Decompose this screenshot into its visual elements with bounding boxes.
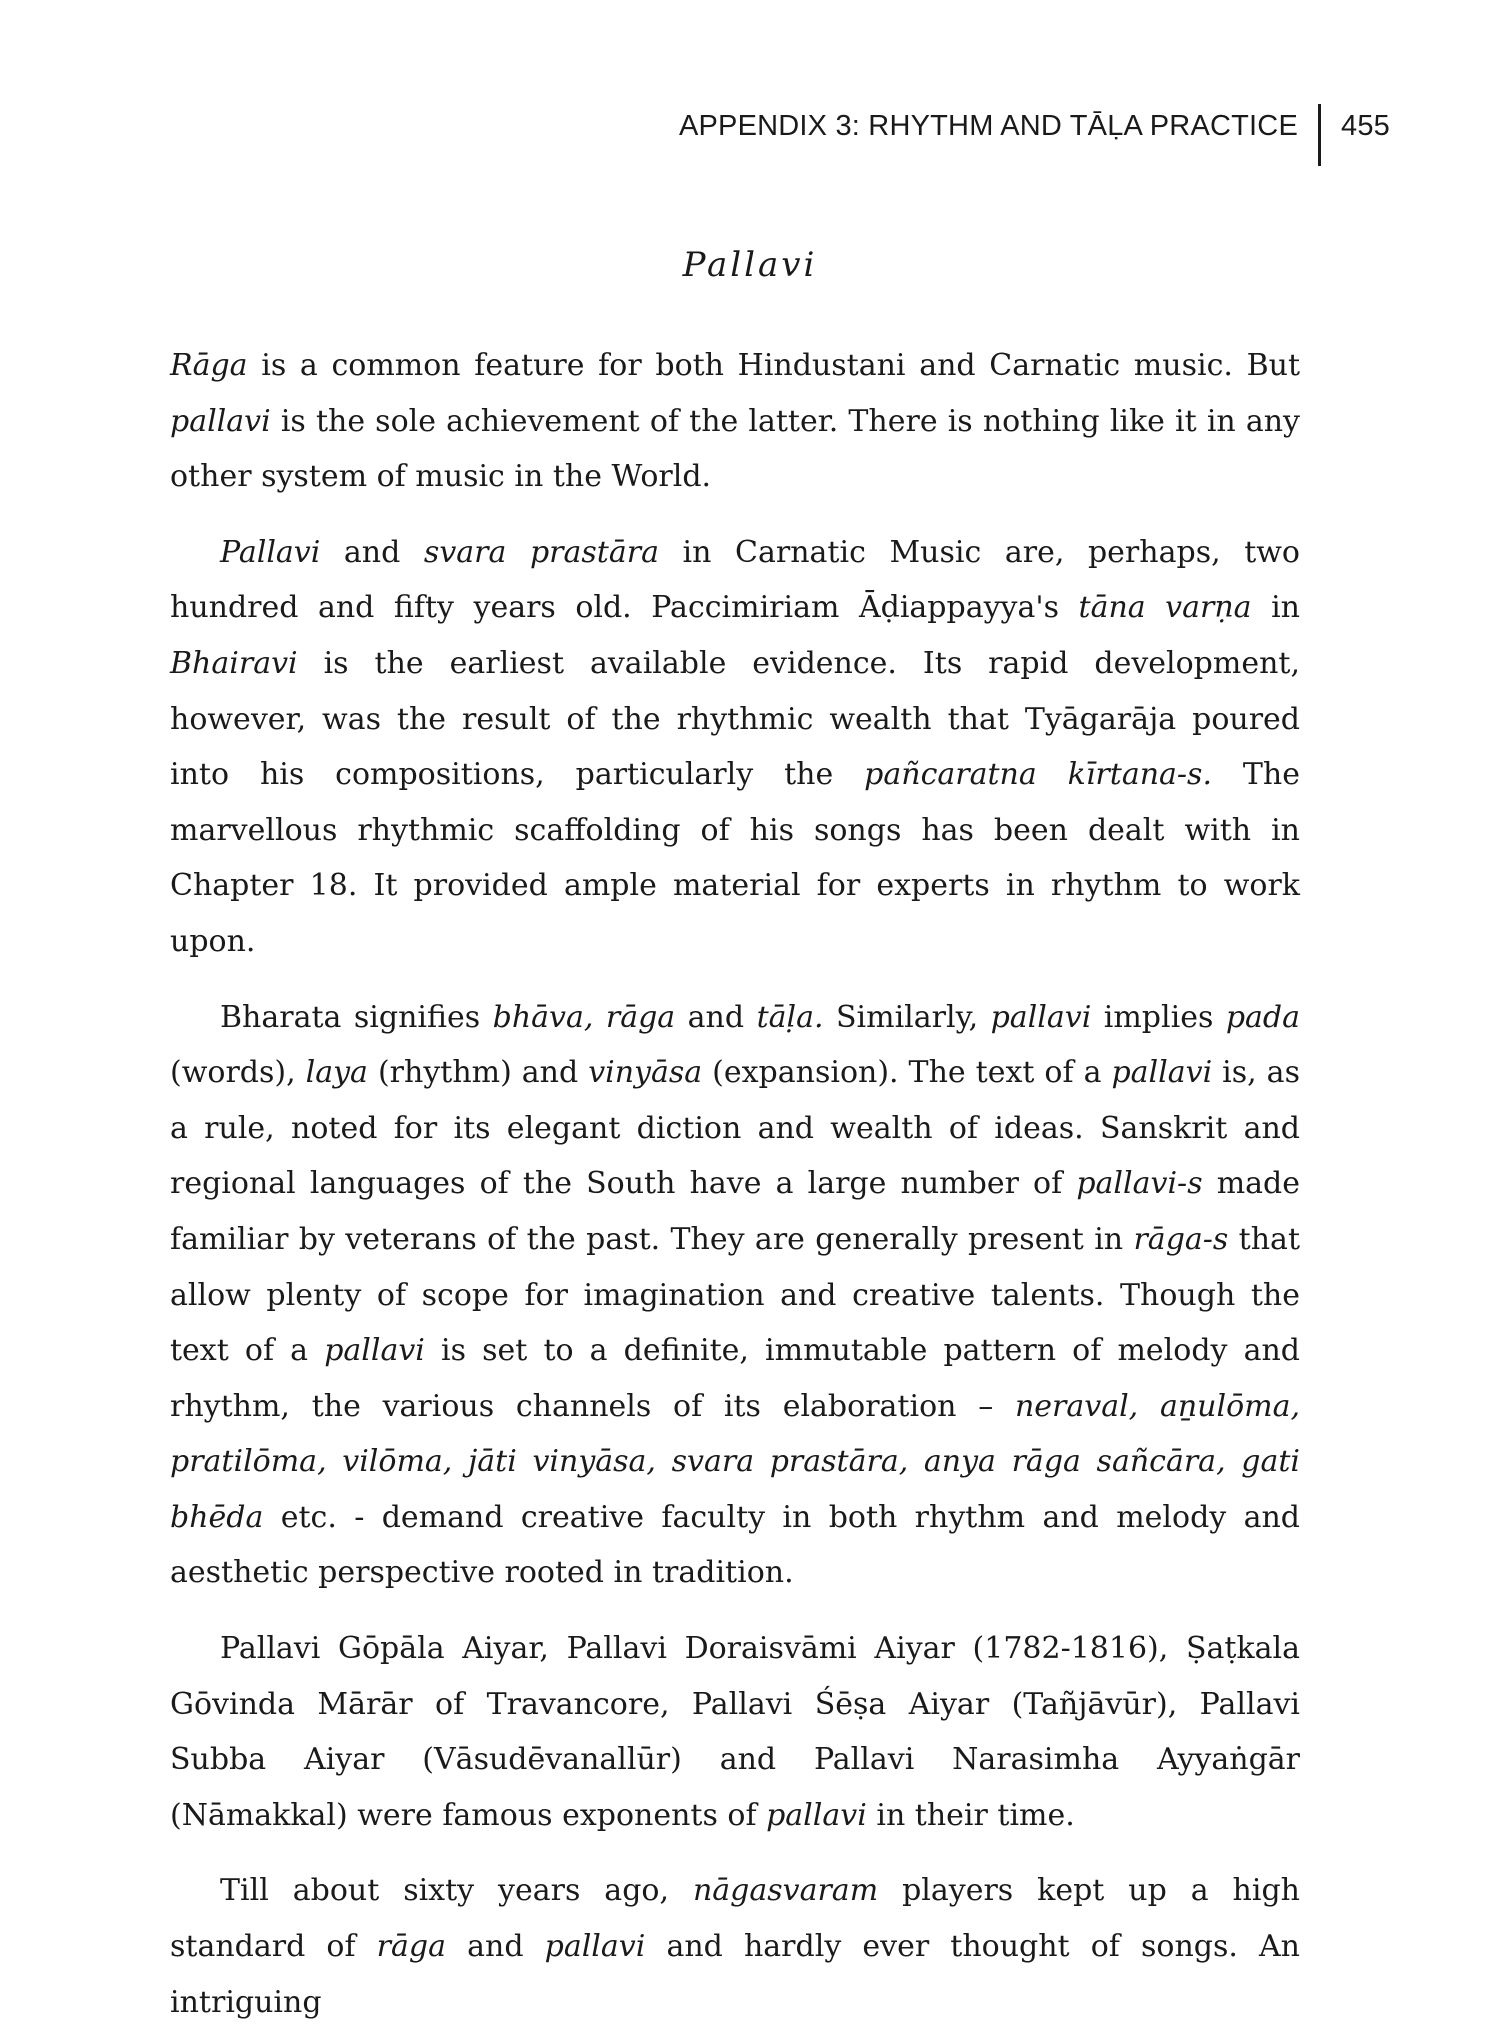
- text-run: The marvellous rhythmic scaffolding of his songs has been dealt with in Chapter 18. It provided ample material for experts in rhythm to work upon.: [170, 757, 1300, 959]
- text-run: and hardly ever thought of songs. An intriguing: [170, 1929, 1300, 2020]
- italic-term: pañcaratna kīrtana-s.: [864, 757, 1212, 793]
- text-run: etc. - demand creative faculty in both rhythm and melody and aesthetic perspective rooted in tradition.: [170, 1499, 1300, 1591]
- italic-term: pallavi: [170, 403, 271, 439]
- italic-term: vinyāsa: [588, 1055, 703, 1091]
- text-run: is the sole achievement of the latter. There is nothing like it in any other system of music in the World.: [170, 403, 1300, 495]
- text-run: Till about sixty years ago,: [220, 1873, 693, 1909]
- text-run: is the earliest available evidence. Its rapid development, however, was the result of the rhythmic wealth that Tyāgarāja poured into his compositions, particularly the: [170, 645, 1300, 793]
- italic-term: Bhairavi: [170, 645, 298, 681]
- text-run: is a common feature for both Hindustani and Carnatic music. But: [247, 348, 1300, 383]
- italic-term: pallavi: [324, 1333, 425, 1369]
- text-run: that allow plenty of scope for imagination and creative talents. Though the text of a: [170, 1221, 1300, 1369]
- italic-term: pada: [1225, 999, 1301, 1035]
- text-run: made familiar by veterans of the past. They are generally present in: [170, 1166, 1301, 1257]
- running-title: APPENDIX 3: RHYTHM AND TĀḶA PRACTICE: [678, 110, 1298, 142]
- text-run: in their time.: [866, 1797, 1075, 1833]
- text-run: (expansion). The text of a: [702, 1055, 1112, 1091]
- paragraph-4: [170, 1621, 1300, 1843]
- body-text: [170, 338, 1300, 2030]
- text-run: Pallavi Gōpāla Aiyar, Pallavi Doraisvāmi Aiyar (1782-1816), Ṣaṭkala Gōvinda Mārār of Travancore, Pallavi Śēṣa Aiyar (Tañjāvūr), Pallavi Subba Aiyar (Vāsudēvanallūr) and Pallavi Narasimha Ayyaṅgār (Nāmakkal) were famous exponents of: [170, 1631, 1300, 1833]
- section-title: Pallavi: [682, 245, 818, 285]
- paragraph-2: [170, 525, 1300, 970]
- italic-term: Rāga: [170, 348, 248, 383]
- paragraph-3: [170, 990, 1300, 1602]
- text-run: (words),: [170, 1055, 306, 1091]
- italic-term: tāna varṇa: [1078, 590, 1252, 626]
- italic-term: Pallavi: [220, 534, 321, 570]
- italic-term: rāga: [376, 1929, 446, 1965]
- running-header: [600, 104, 1390, 166]
- paragraph-5: [170, 1863, 1300, 2030]
- page-number: 455: [1341, 110, 1390, 142]
- text-run: in Carnatic Music are, perhaps, two hundred and fifty years old. Paccimiriam Āḍiappayya's: [170, 534, 1300, 626]
- italic-term: rāga-s: [1133, 1221, 1229, 1257]
- italic-term: pallavi: [544, 1929, 646, 1965]
- text-run: in: [1251, 590, 1300, 626]
- text-run: players kept up a high standard of: [170, 1873, 1300, 1965]
- italic-term: laya: [305, 1055, 368, 1091]
- text-run: Similarly,: [823, 999, 991, 1035]
- italic-term: tāḷa.: [756, 999, 824, 1035]
- paragraph-1: [170, 338, 1300, 505]
- italic-term: pallavi: [1111, 1055, 1213, 1091]
- text-run: is set to a definite, immutable pattern of melody and rhythm, the various channels of its elaboration –: [170, 1333, 1300, 1424]
- italic-term: svara prastāra: [423, 534, 659, 570]
- text-run: and: [320, 534, 424, 570]
- text-run: and: [675, 999, 757, 1035]
- italic-term: neraval, aṉulōma, pratilōma, vilōma, jāti vinyāsa, svara prastāra, anya rāga sañcāra, gati bhēda: [170, 1388, 1300, 1535]
- text-run: is, as a rule, noted for its elegant diction and wealth of ideas. Sanskrit and regional languages of the South have a large number of: [170, 1055, 1300, 1202]
- italic-term: pallavi: [766, 1797, 867, 1833]
- text-run: and: [446, 1929, 545, 1965]
- text-run: implies: [1091, 999, 1226, 1035]
- italic-term: pallavi-s: [1076, 1166, 1203, 1202]
- italic-term: nāgasvaram: [692, 1873, 879, 1909]
- text-run: (rhythm) and: [367, 1055, 589, 1091]
- italic-term: pallavi: [990, 999, 1092, 1035]
- text-run: Bharata signifies: [220, 999, 493, 1035]
- italic-term: bhāva, rāga: [492, 999, 676, 1035]
